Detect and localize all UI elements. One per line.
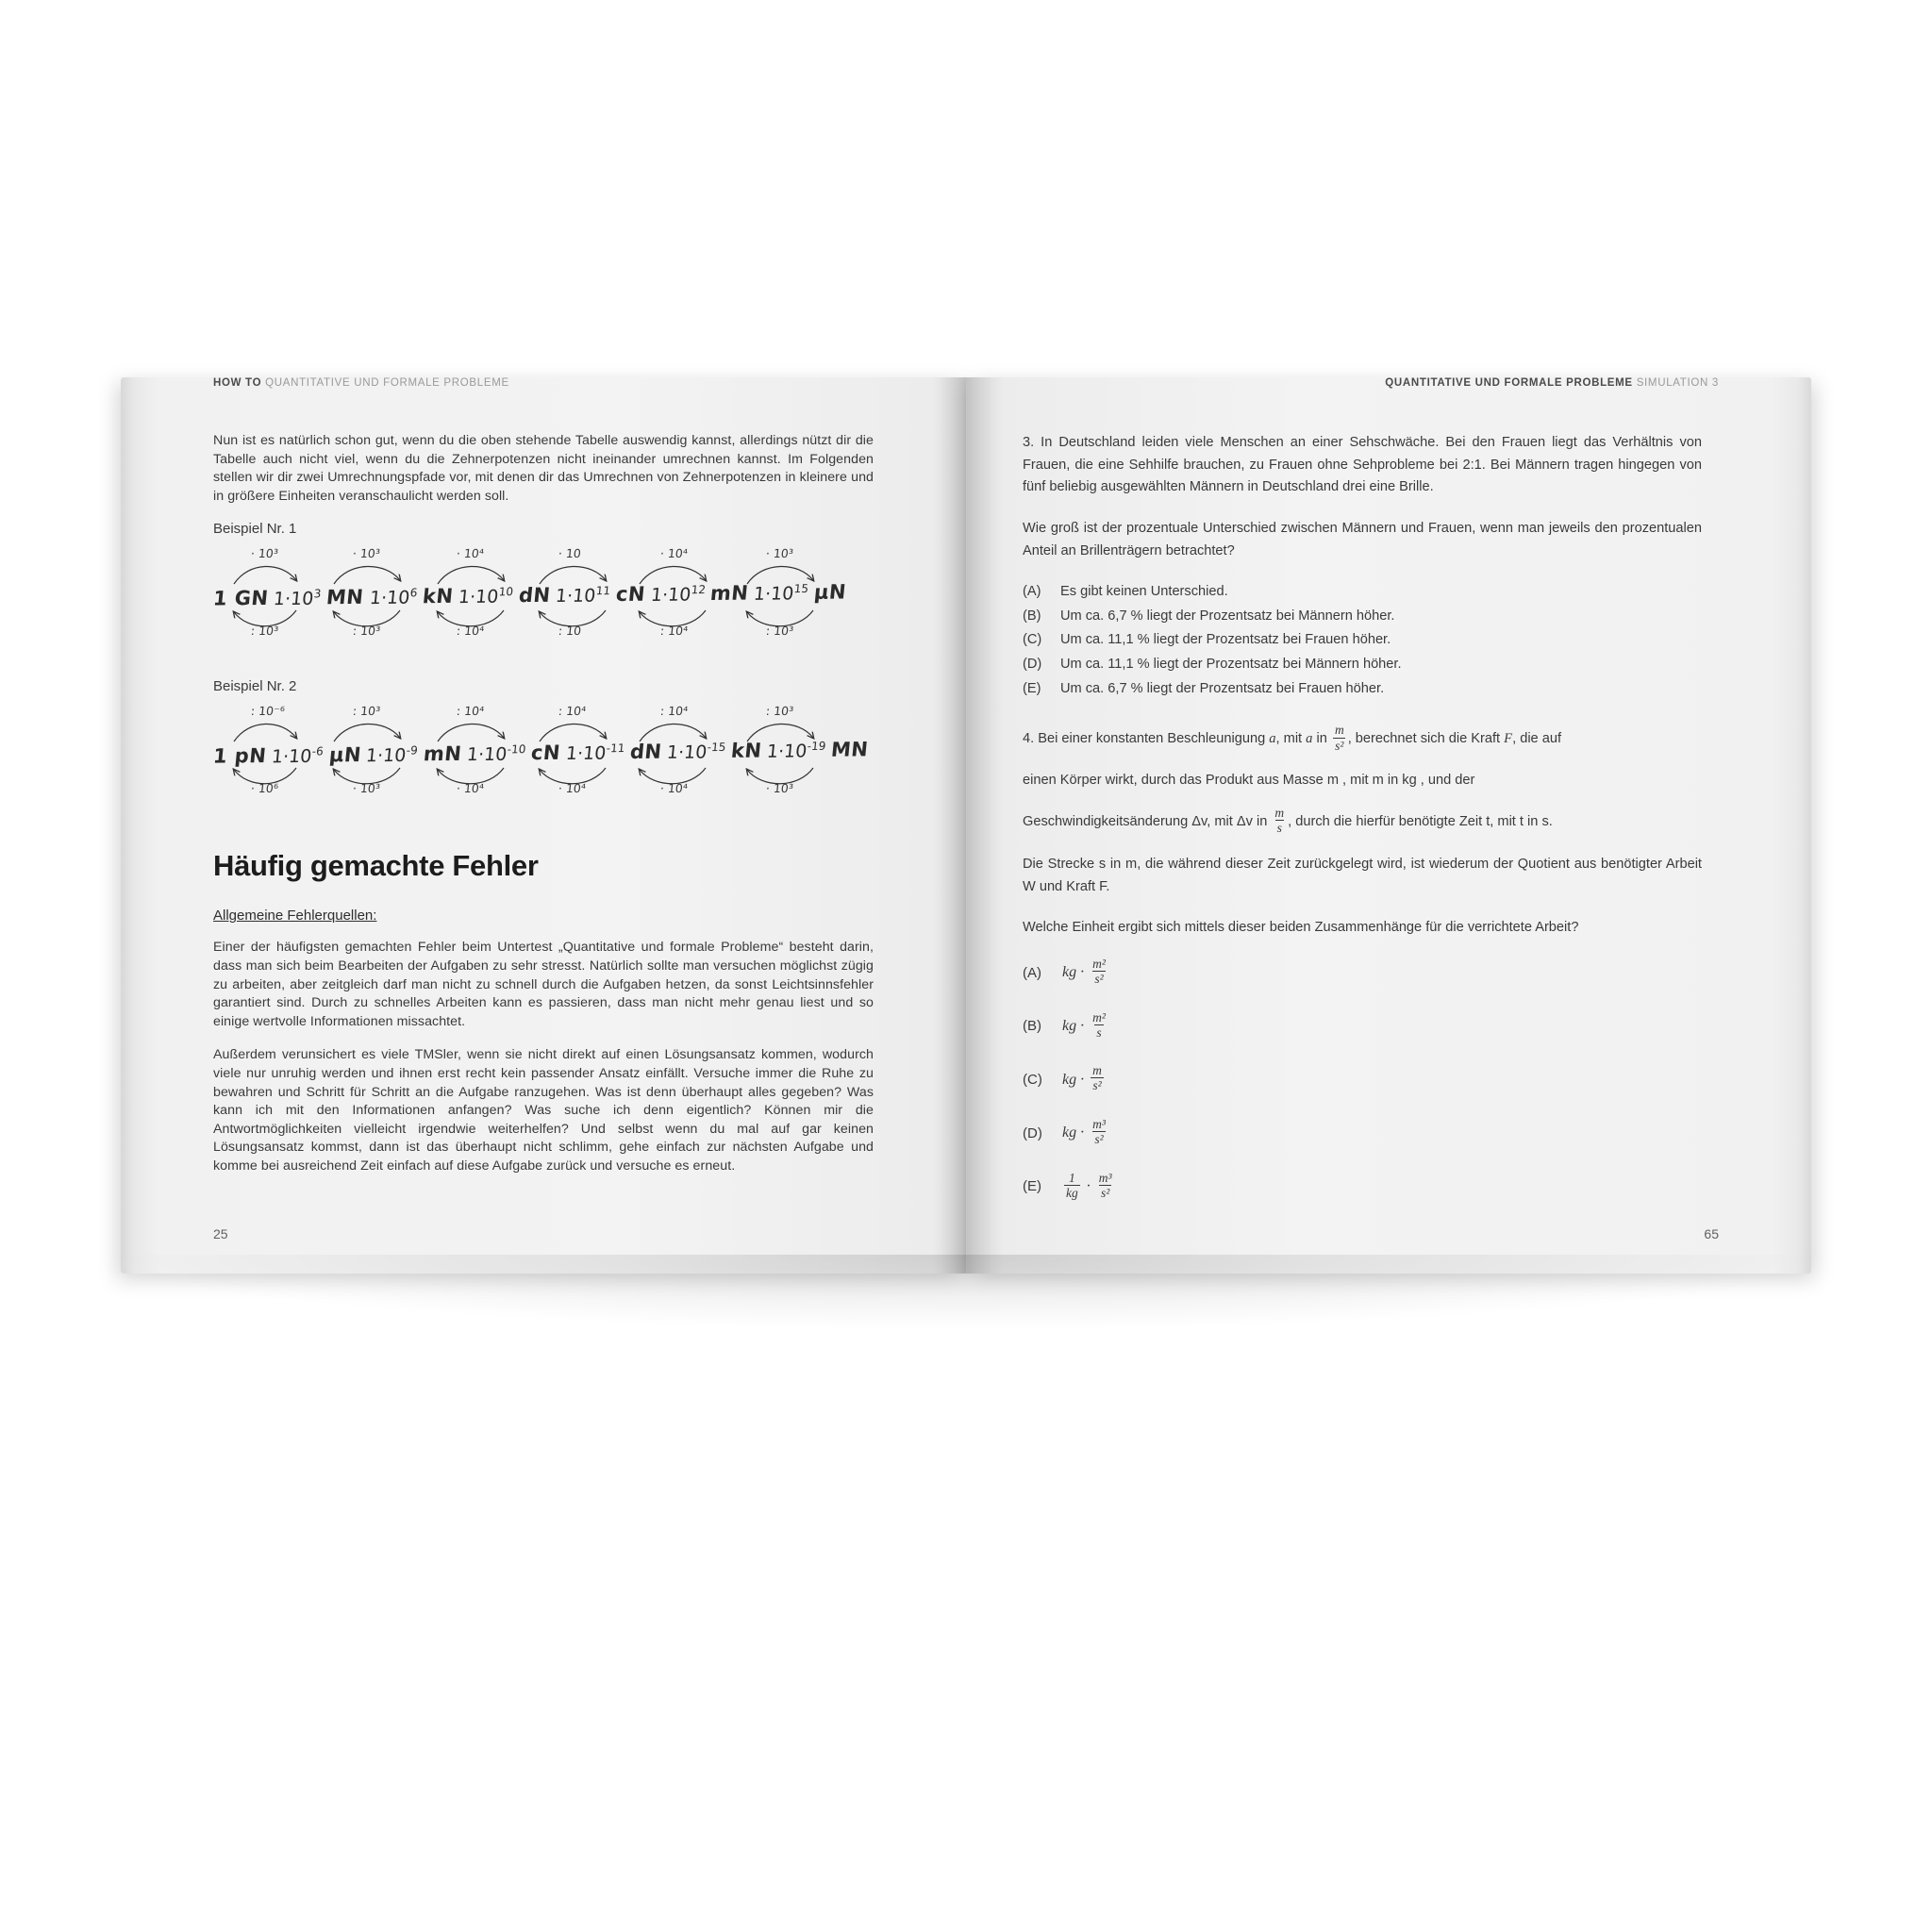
example-2-factor-1: $1\cdot 10^{-6}$ xyxy=(271,744,325,768)
q4-var-a: a xyxy=(1269,731,1276,747)
question-4-stem-line-1 xyxy=(1023,724,1702,754)
example-2-factor-5: $1\cdot 10^{-15}$ xyxy=(666,740,727,763)
option-a-tag: (A) xyxy=(1023,584,1041,600)
answer-b-expression xyxy=(1062,1009,1109,1041)
left-page-content xyxy=(213,432,874,1191)
answer-b-fraction: $\frac{\text{m²}}{s}$ xyxy=(1092,1009,1106,1040)
running-head-left-bold: HOW TO xyxy=(213,377,262,389)
example-2-unit-1: µN xyxy=(327,743,362,767)
answer-e[interactable] xyxy=(1023,1170,1702,1202)
example-2-label: Beispiel Nr. 2 xyxy=(213,678,297,695)
answer-d-fraction: $\frac{\text{m³}}{\text{s²}}$ xyxy=(1092,1116,1106,1147)
page-number-left: 25 xyxy=(213,1226,228,1241)
example-2-unit-5: kN xyxy=(729,739,763,763)
question-4-stem-line-4: Die Strecke s in m, die während dieser Zeit zurückgelegt wird, ist wiederum der Quotient aus benötigter Arbeit W und Kraft F. xyxy=(1023,856,1702,894)
example-1-bottom-label-1: : 10³ xyxy=(250,624,279,639)
example-2-bottom-label-2: · 10³ xyxy=(352,781,381,796)
running-head-right xyxy=(1385,377,1719,389)
example-2-factor-3: $1\cdot 10^{-10}$ xyxy=(465,742,526,766)
example-1-label: Beispiel Nr. 1 xyxy=(213,521,297,538)
q4-text-c: in xyxy=(1312,731,1331,747)
answer-a-lead: kg · xyxy=(1062,964,1085,981)
example-2-bottom-label-6: · 10³ xyxy=(765,781,794,796)
answer-e-fraction-1: $\frac{1}{kg}$ xyxy=(1066,1170,1078,1200)
option-c[interactable] xyxy=(1023,629,1702,652)
example-1-bottom-label-5: : 10⁴ xyxy=(659,624,689,639)
answer-d-lead: kg · xyxy=(1062,1124,1085,1141)
running-head-right-light: SIMULATION 3 xyxy=(1636,377,1719,389)
q4-fraction-acceleration: $\frac{m}{\text{s²}}$ xyxy=(1334,723,1344,753)
example-2-factor-2: $1\cdot 10^{-9}$ xyxy=(365,743,419,767)
example-1-chain xyxy=(213,542,874,654)
example-1-factor-3: $1\cdot 10^{10}$ xyxy=(457,585,514,608)
option-e-tag: (E) xyxy=(1023,680,1041,696)
example-2-start-unit: 1 pN xyxy=(211,744,268,769)
running-head-left-light: QUANTITATIVE UND FORMALE PROBLEME xyxy=(265,377,509,389)
q4-var-a2: a xyxy=(1306,731,1313,747)
option-c-tag: (C) xyxy=(1023,632,1042,648)
example-2-top-label-5: : 10⁴ xyxy=(659,704,689,719)
option-d[interactable] xyxy=(1023,654,1702,676)
example-1-top-label-2: · 10³ xyxy=(352,546,381,561)
example-2-bottom-label-4: · 10⁴ xyxy=(558,781,587,796)
example-2-unit-4: dN xyxy=(628,741,663,764)
answer-b[interactable] xyxy=(1023,1009,1702,1041)
q4-text-a: 4. Bei einer konstanten Beschleunigung xyxy=(1023,731,1270,747)
answer-c-fraction: $\frac{m}{\text{s²}}$ xyxy=(1092,1063,1102,1093)
answer-c[interactable] xyxy=(1023,1065,1702,1094)
q4-fraction-velocity: $\frac{m}{s}$ xyxy=(1274,806,1285,836)
running-head-left xyxy=(213,377,509,389)
q4-text-d: , berechnet sich die Kraft xyxy=(1347,731,1505,747)
example-1-unit-5: mN xyxy=(709,581,750,606)
example-1-unit-1: MN xyxy=(325,586,365,609)
example-1-unit-4: cN xyxy=(614,583,646,607)
right-page-content xyxy=(1023,432,1702,1225)
answer-a-fraction: $\frac{\text{m²}}{\text{s²}}$ xyxy=(1092,956,1106,987)
example-1-start-unit: 1 GN xyxy=(211,587,270,610)
answer-c-tag: (C) xyxy=(1023,1072,1042,1089)
answer-a-expression xyxy=(1062,958,1109,988)
q4-text-f: Geschwindigkeitsänderung Δv, mit Δv in xyxy=(1023,814,1272,830)
example-2-top-label-2: : 10³ xyxy=(352,704,381,719)
example-2-top-label-4: : 10⁴ xyxy=(558,704,587,719)
example-1-bottom-label-3: : 10⁴ xyxy=(456,624,485,639)
example-2-unit-3: cN xyxy=(529,741,561,765)
left-page xyxy=(121,377,966,1274)
option-a[interactable] xyxy=(1023,581,1702,604)
answer-c-lead: kg · xyxy=(1062,1071,1085,1088)
option-c-text: Um ca. 11,1 % liegt der Prozentsatz bei Frauen höher. xyxy=(1060,632,1391,648)
answer-e-fraction-2: $\frac{\text{m³}}{\text{s²}}$ xyxy=(1098,1170,1112,1200)
example-1-bottom-label-2: : 10³ xyxy=(352,624,381,639)
question-4-answers xyxy=(1023,958,1702,1201)
q4-text-g: , durch die hierfür benötigte Zeit t, mit t in s. xyxy=(1288,814,1553,830)
option-b-tag: (B) xyxy=(1023,608,1041,624)
question-4-prompt: Welche Einheit ergibt sich mittels dieser beiden Zusammenhänge für die verrichtete Arbeit? xyxy=(1023,920,1579,936)
q4-text-e: , die auf xyxy=(1512,731,1562,747)
option-d-tag: (D) xyxy=(1023,657,1042,673)
intro-paragraph: Nun ist es natürlich schon gut, wenn du die oben stehende Tabelle auswendig kannst, allerdings nützt dir die Tabelle auch nicht viel, wenn du die Zehnerpotenzen nicht ineinander umrechnen kannst. Im Folgenden stellen wir dir zwei Umrechnungspfade vor, mit denen dir das Umrechnen von Zehnerpotenzen in kleinere und in größere Einheiten veranschaulicht werden soll. xyxy=(213,433,874,504)
example-1-bottom-label-6: : 10³ xyxy=(765,624,794,639)
example-1-factor-1: $1\cdot 10^3$ xyxy=(273,587,323,610)
answer-d-tag: (D) xyxy=(1023,1124,1042,1141)
question-3-stem: 3. In Deutschland leiden viele Menschen an einer Sehschwäche. Bei den Frauen liegt das Verhältnis von Frauen, die eine Sehhilfe brauchen, zu Frauen ohne Sehprobleme bei 2:1. Bei Männern tragen hingegen von fünf beliebig ausgewählten Männern in Deutschland drei eine Brille. xyxy=(1023,435,1702,495)
option-d-text: Um ca. 11,1 % liegt der Prozentsatz bei Männern höher. xyxy=(1060,657,1402,673)
example-1-bottom-label-4: : 10 xyxy=(558,624,582,639)
option-b-text: Um ca. 6,7 % liegt der Prozentsatz bei Männern höher. xyxy=(1060,608,1395,624)
example-1-unit-3: dN xyxy=(517,584,552,608)
example-2-factor-4: $1\cdot 10^{-11}$ xyxy=(564,741,625,765)
example-2-top-label-1: : 10⁻⁶ xyxy=(250,704,286,719)
answer-a[interactable] xyxy=(1023,958,1702,988)
example-2-chain xyxy=(213,700,874,811)
example-2-bottom-label-1: · 10⁶ xyxy=(250,781,279,796)
answer-e-expression xyxy=(1062,1170,1116,1202)
right-page xyxy=(966,377,1811,1274)
example-2-unit-2: mN xyxy=(422,742,463,766)
answer-d-expression xyxy=(1062,1116,1109,1148)
example-1-factor-2: $1\cdot 10^6$ xyxy=(368,586,418,609)
running-head-right-bold: QUANTITATIVE UND FORMALE PROBLEME xyxy=(1385,377,1633,389)
page-number-right: 65 xyxy=(1704,1226,1719,1241)
question-3-options xyxy=(1023,581,1702,700)
option-e[interactable] xyxy=(1023,678,1702,701)
example-1-top-label-6: · 10³ xyxy=(765,546,794,561)
question-4-stem-line-2: einen Körper wirkt, durch das Produkt aus Masse m , mit m in kg , und der xyxy=(1023,773,1475,789)
example-2-bottom-label-5: · 10⁴ xyxy=(659,781,689,796)
answer-b-tag: (B) xyxy=(1023,1018,1041,1035)
section-title: Häufig gemachte Fehler xyxy=(213,849,539,883)
body-paragraph-1: Einer der häufigsten gemachten Fehler beim Untertest „Quantitative und formale Probleme“ besteht darin, dass man sich beim Bearbeiten der Aufgaben zu sehr stresst. Natürlich sollte man versuchen möglichst zügig zu arbeiten, aber zeitgleich darf man nicht zu schnell durch die Aufgaben hetzen, da sonst Leichtsinnsfehler garantiert sind. Durch zu schnelles Arbeiten kann es passieren, dass man nicht mehr genau liest und so einige wertvolle Informationen missachtet. xyxy=(213,940,874,1029)
example-1-top-label-4: · 10 xyxy=(558,546,582,561)
option-b[interactable] xyxy=(1023,606,1702,628)
answer-b-lead: kg · xyxy=(1062,1017,1085,1034)
example-1-factor-5: $1\cdot 10^{12}$ xyxy=(649,583,707,607)
answer-e-tag: (E) xyxy=(1023,1178,1041,1195)
example-1-top-label-1: · 10³ xyxy=(250,546,279,561)
example-2-top-label-3: : 10⁴ xyxy=(456,704,485,719)
example-2-top-label-6: : 10³ xyxy=(765,704,794,719)
example-1-factor-6: $1\cdot 10^{15}$ xyxy=(753,581,810,605)
example-1-top-label-3: · 10⁴ xyxy=(456,546,485,561)
q4-text-b: , mit xyxy=(1275,731,1307,747)
answer-a-tag: (A) xyxy=(1023,964,1041,981)
example-2-factor-6: $1\cdot 10^{-19}$ xyxy=(766,739,827,762)
example-1-unit-2: kN xyxy=(421,585,455,608)
example-2-bottom-label-3: · 10⁴ xyxy=(456,781,485,796)
option-e-text: Um ca. 6,7 % liegt der Prozentsatz bei Frauen höher. xyxy=(1060,680,1385,696)
section-subhead: Allgemeine Fehlerquellen: xyxy=(213,908,377,924)
answer-c-expression xyxy=(1062,1065,1106,1094)
example-1-unit-6: µN xyxy=(812,580,848,605)
book-spread xyxy=(121,377,1811,1274)
answer-e-joiner: · xyxy=(1086,1177,1091,1194)
question-4-stem-line-3 xyxy=(1023,808,1702,837)
q4-var-f: F xyxy=(1504,731,1513,747)
example-1-factor-4: $1\cdot 10^{11}$ xyxy=(554,584,611,608)
example-2-unit-6: MN xyxy=(830,738,870,762)
answer-d[interactable] xyxy=(1023,1116,1702,1148)
body-paragraph-2: Außerdem verunsichert es viele TMSler, wenn sie nicht direkt auf einen Lösungsansatz kommen, wodurch viele nur unruhig werden und ihnen erst recht kein passender Ansatz einfällt. Versuche immer die Ruhe zu bewahren und Schritt für Schritt an die Aufgabe ranzugehen. Was ist denn überhaupt alles gegeben? Was kann ich mit den Informationen anfangen? Was suche ich denn eigentlich? Können mir die Antwortmöglichkeiten vielleicht irgendwie weiterhelfen? Und selbst wenn du mal auf gar keinen Lösungsansatz kommst, dann ist das überhaupt nicht schlimm, gehe einfach zur nächsten Aufgabe und komme bei ausreichend Zeit einfach auf diese Aufgabe zurück und versuche es erneut. xyxy=(213,1047,874,1174)
option-a-text: Es gibt keinen Unterschied. xyxy=(1060,584,1228,600)
example-1-top-label-5: · 10⁴ xyxy=(659,546,689,561)
question-3-prompt: Wie groß ist der prozentuale Unterschied zwischen Männern und Frauen, wenn man jeweils den prozentualen Anteil an Brillenträgern betrachtet? xyxy=(1023,520,1702,558)
